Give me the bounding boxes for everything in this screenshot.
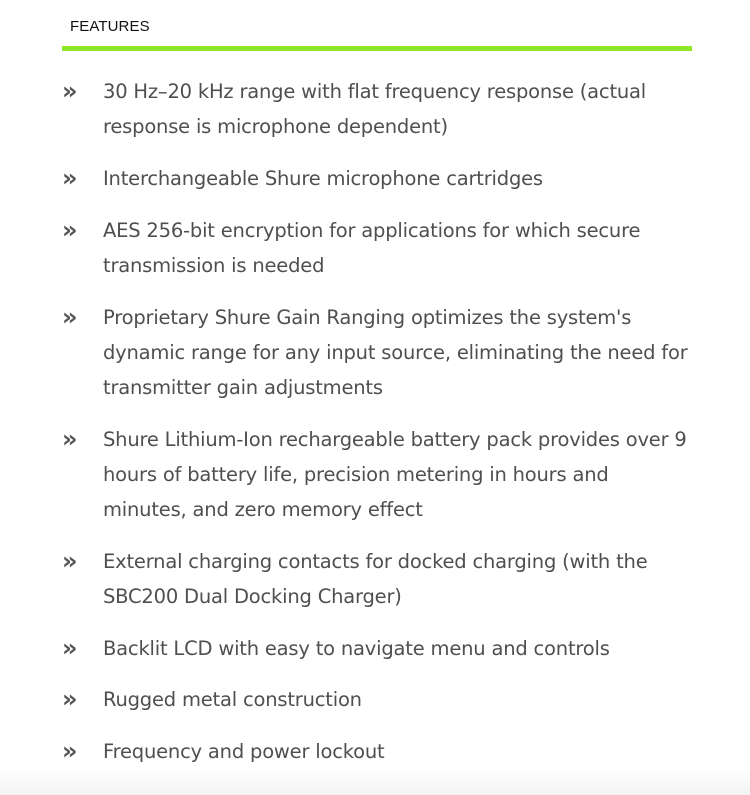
double-chevron-right-icon: » <box>62 215 78 244</box>
list-item <box>62 213 692 283</box>
feature-text: External charging contacts for docked charging (with the SBC200 Dual Docking Charger) <box>103 549 648 608</box>
double-chevron-right-icon: » <box>62 633 78 662</box>
double-chevron-right-icon: » <box>62 737 78 766</box>
feature-text: Shure Lithium-Ion rechargeable battery pack provides over 9 hours of battery life, precision metering in hours and minutes, and zero memory effect <box>103 427 687 522</box>
list-item <box>62 544 692 614</box>
feature-list <box>62 74 692 786</box>
list-item <box>62 422 692 528</box>
double-chevron-right-icon: » <box>62 546 78 575</box>
bottom-shade <box>0 769 750 795</box>
section-title: FEATURES <box>70 18 150 35</box>
double-chevron-right-icon: » <box>62 685 78 714</box>
double-chevron-right-icon: » <box>62 77 78 105</box>
feature-text: Frequency and power lockout <box>103 740 385 764</box>
double-chevron-right-icon: » <box>62 302 78 331</box>
double-chevron-right-icon: » <box>62 424 78 453</box>
list-item <box>62 631 692 666</box>
double-chevron-right-icon: » <box>62 163 78 192</box>
feature-text: 30 Hz–20 kHz range with flat frequency response (actual response is microphone dependent) <box>103 80 647 139</box>
list-item <box>62 74 692 144</box>
section-header <box>62 0 692 46</box>
accent-divider <box>62 46 692 51</box>
list-item <box>62 734 692 769</box>
feature-text: Rugged metal construction <box>103 688 362 712</box>
feature-text: Backlit LCD with easy to navigate menu and controls <box>103 636 610 660</box>
list-item <box>62 300 692 406</box>
feature-text: Interchangeable Shure microphone cartridges <box>103 166 543 190</box>
feature-text: AES 256-bit encryption for applications for which secure transmission is needed <box>103 218 641 277</box>
features-section <box>62 0 692 766</box>
feature-text: Proprietary Shure Gain Ranging optimizes the system's dynamic range for any input source, eliminating the need for transmitter gain adjustments <box>103 305 688 399</box>
list-item <box>62 161 692 196</box>
list-item <box>62 682 692 717</box>
